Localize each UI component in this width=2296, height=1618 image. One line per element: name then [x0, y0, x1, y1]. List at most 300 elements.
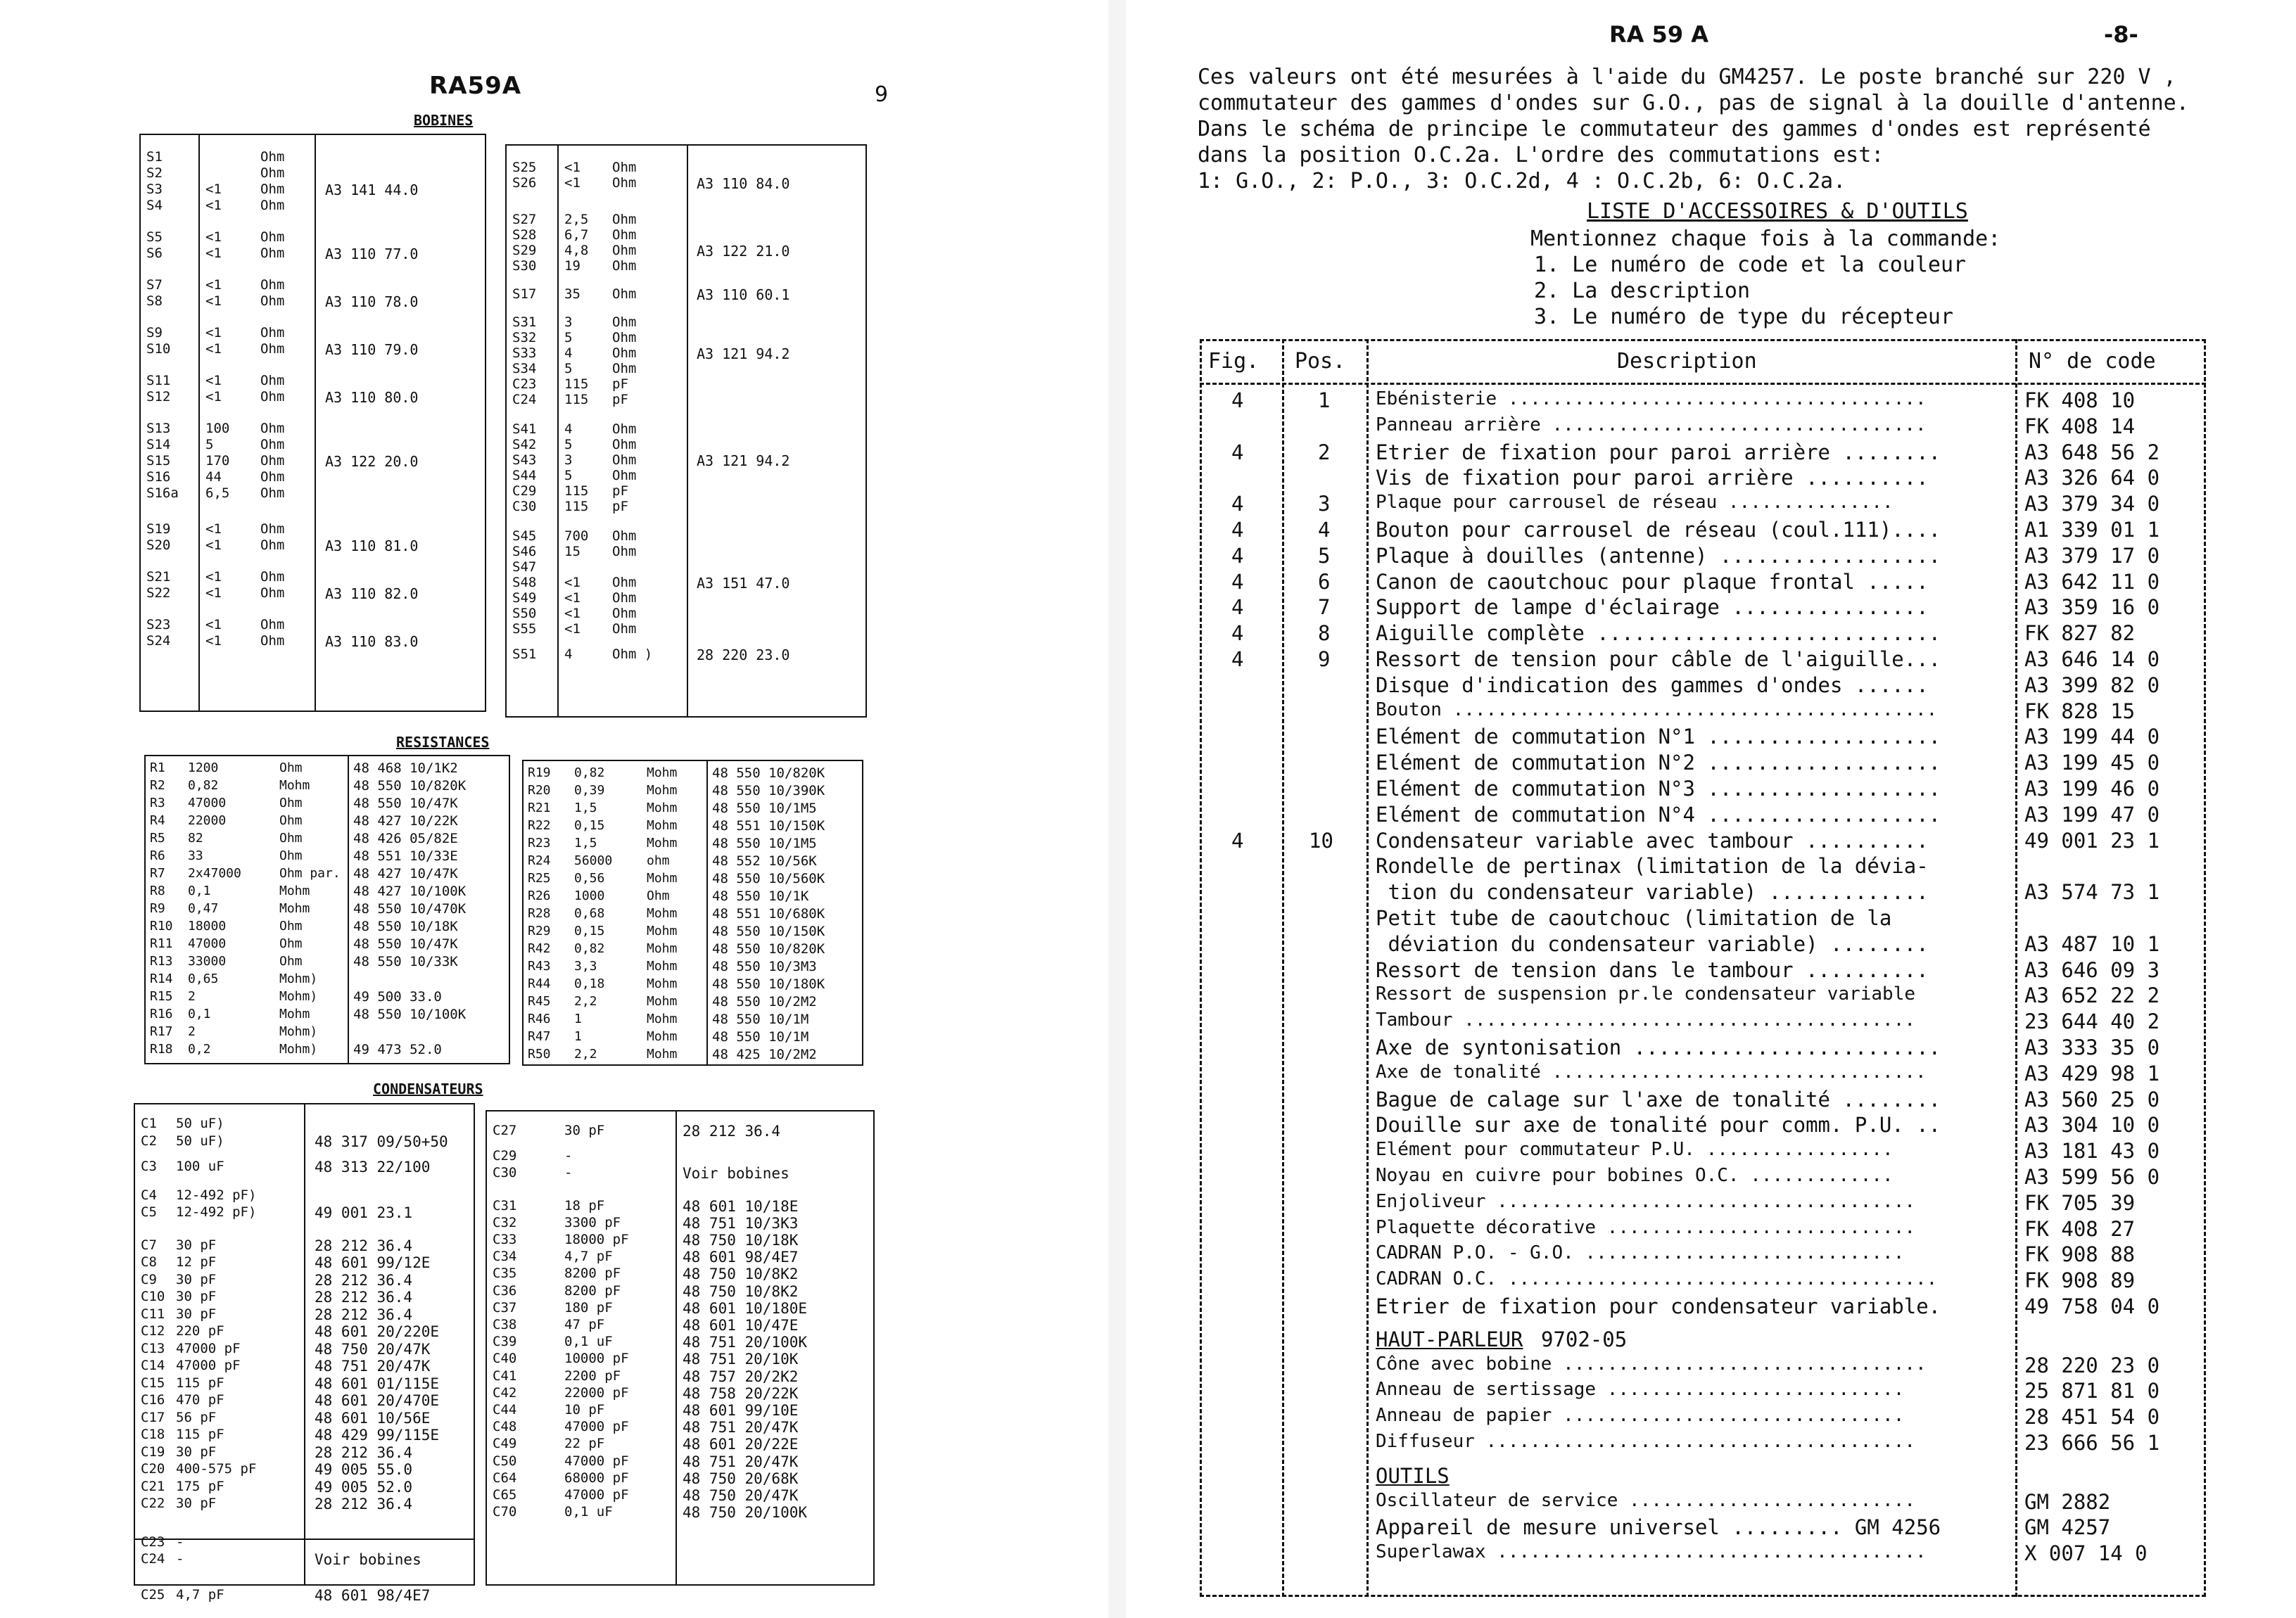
description-cell: Elément de commutation N°2 ...................	[1376, 751, 1941, 775]
component-label: C31	[493, 1197, 517, 1214]
component-unit: pF	[612, 376, 628, 392]
description-cell: Condensateur variable avec tambour ..........	[1376, 828, 1929, 853]
component-label: S16	[146, 469, 171, 485]
component-label: R23	[528, 836, 551, 851]
part-code: 48 601 20/220E	[315, 1323, 440, 1340]
component-label: R9	[150, 901, 165, 916]
component-unit: Ohm	[260, 437, 285, 452]
part-code: 48 550 10/820K	[353, 778, 467, 794]
pos-cell: 3	[1318, 492, 1331, 516]
pos-cell: 5	[1318, 543, 1331, 568]
component-value: <1	[205, 341, 222, 357]
description-cell: Anneau de sertissage ...........................	[1376, 1379, 1905, 1401]
component-label: S21	[146, 569, 171, 585]
part-code: A3 110 82.0	[325, 585, 419, 602]
component-value: <1	[205, 617, 222, 632]
part-code: 48 601 10/56E	[315, 1409, 431, 1427]
component-unit: Ohm	[279, 760, 303, 775]
component-unit: Ohm	[260, 521, 285, 537]
resistances-heading: RESISTANCES	[396, 734, 490, 751]
fig-cell: 4	[1231, 621, 1244, 646]
component-value: 100 uF	[176, 1159, 224, 1174]
code-cell: A3 304 10 0	[2024, 1113, 2160, 1138]
component-label: R8	[150, 884, 165, 898]
part-code: 48 550 10/47K	[353, 796, 458, 811]
part-code: 48 751 20/47K	[683, 1453, 799, 1470]
table-row	[1200, 492, 2206, 518]
fig-cell: 4	[1231, 828, 1244, 853]
part-code: 49 005 55.0	[315, 1461, 413, 1478]
component-label: R25	[528, 871, 551, 886]
component-label: S3	[146, 181, 163, 197]
component-value: 115 pF	[176, 1427, 224, 1442]
part-code: 48 550 10/390K	[712, 783, 825, 798]
table-row	[1200, 932, 2206, 958]
table-row	[1200, 1165, 2206, 1191]
table-row	[1200, 595, 2206, 621]
component-label: R42	[528, 941, 551, 956]
component-unit: Mohm	[647, 1012, 678, 1026]
description-cell: Plaque à douilles (antenne) ..................	[1376, 543, 1941, 568]
instruction-line: Mentionnez chaque fois à la commande:	[1530, 227, 2001, 251]
component-label: C29	[512, 483, 537, 499]
table-row	[1200, 388, 2206, 414]
component-unit: Ohm	[612, 227, 637, 243]
description-cell: Tambour .........................................	[1376, 1009, 1916, 1031]
component-label: R20	[528, 783, 551, 798]
component-value: <1	[205, 569, 222, 585]
part-code: A3 110 60.1	[697, 286, 790, 303]
description-cell: Petit tube de caoutchouc (limitation de la	[1376, 906, 1892, 930]
intro-line: 1: G.O., 2: P.O., 3: O.C.2d, 4 : O.C.2b, 6: O.C.2a.	[1198, 169, 1846, 193]
part-code: 48 758 20/22K	[683, 1384, 799, 1402]
component-unit: Ohm	[260, 617, 285, 632]
component-label: S29	[512, 243, 537, 258]
description-cell: Ressort de tension dans le tambour ..........	[1376, 957, 1929, 982]
component-value: 6,7	[564, 227, 589, 243]
part-code: 48 751 20/100K	[683, 1334, 808, 1351]
component-label: S33	[512, 345, 537, 361]
component-value: 33000	[188, 954, 227, 969]
part-code: 48 550 10/47K	[353, 936, 458, 952]
component-value: 5	[564, 330, 573, 345]
table-row	[1200, 570, 2206, 596]
component-value: 1200	[188, 760, 219, 775]
table-row	[1200, 906, 2206, 932]
part-code: 48 427 10/22K	[353, 813, 458, 829]
pos-cell: 4	[1318, 518, 1331, 542]
table-row	[1200, 1036, 2206, 1062]
component-unit: Ohm )	[612, 646, 653, 662]
instruction-line: 3. Le numéro de type du récepteur	[1534, 305, 1954, 329]
description-cell: tion du condensateur variable) .............	[1376, 880, 1929, 905]
component-value: -	[564, 1165, 573, 1181]
part-code: A3 121 94.2	[697, 345, 790, 362]
component-value: 1	[574, 1012, 582, 1026]
component-label: S8	[146, 293, 163, 309]
description-cell: Bouton pour carrousel de réseau (coul.111)....	[1376, 518, 1941, 542]
component-label: S28	[512, 227, 537, 243]
table-row	[1200, 854, 2206, 880]
right-page-number: -8-	[2104, 21, 2138, 48]
description-cell: Superlawax .......................................	[1376, 1541, 1927, 1563]
pos-cell: 6	[1318, 569, 1331, 594]
component-label: S25	[512, 160, 537, 175]
part-code: 48 601 01/115E	[315, 1375, 440, 1392]
fig-cell: 4	[1231, 569, 1244, 594]
component-label: S16a	[146, 485, 179, 501]
component-value: 50 uF)	[176, 1133, 224, 1149]
component-value: 2	[188, 1024, 196, 1039]
description-cell: Vis de fixation pour paroi arrière ..........	[1376, 466, 1929, 490]
part-code: 48 550 10/820K	[712, 765, 825, 781]
table-row	[1200, 440, 2206, 466]
part-code: 49 005 52.0	[315, 1478, 413, 1496]
component-label: S9	[146, 325, 163, 340]
component-value: 170	[205, 453, 230, 469]
description-cell: Plaquette décorative ............................	[1376, 1216, 1916, 1238]
part-code: A3 110 83.0	[325, 633, 419, 650]
component-label: S42	[512, 437, 537, 452]
part-code: 48 550 10/2M2	[712, 994, 817, 1009]
resistances-right-table	[522, 760, 863, 1066]
part-code: 48 427 10/100K	[353, 884, 467, 899]
component-unit: Ohm	[260, 198, 285, 213]
component-label: S22	[146, 585, 171, 601]
component-label: R10	[150, 919, 173, 934]
table-row	[1200, 1515, 2206, 1541]
component-unit: Mohm	[647, 976, 678, 991]
part-code: 48 429 99/115E	[315, 1427, 440, 1444]
component-label: R43	[528, 959, 551, 974]
component-label: S46	[512, 544, 537, 559]
component-unit: Ohm	[612, 160, 637, 175]
component-value: 2	[188, 989, 196, 1004]
component-unit: Ohm	[260, 569, 285, 585]
component-label: C11	[141, 1306, 165, 1322]
component-unit: ohm	[647, 853, 670, 868]
component-unit: Ohm	[260, 485, 285, 501]
component-label: S50	[512, 606, 537, 621]
fig-cell: 4	[1231, 492, 1244, 516]
component-value: 0,82	[574, 765, 605, 780]
pos-cell: 2	[1318, 440, 1331, 464]
description-cell: Douille sur axe de tonalité pour comm. P.U. ..	[1376, 1113, 1941, 1138]
component-unit: Ohm	[612, 361, 637, 376]
component-unit: Ohm	[279, 919, 303, 934]
component-label: S47	[512, 559, 537, 575]
part-code: 48 550 10/560K	[712, 871, 825, 886]
component-label: C34	[493, 1249, 517, 1265]
code-cell: A3 379 17 0	[2024, 543, 2160, 568]
component-value: 4,7 pF	[564, 1249, 613, 1265]
component-value: <1	[564, 575, 581, 590]
component-unit: Mohm	[279, 884, 310, 898]
component-value: 115	[564, 483, 589, 499]
component-value: 18000	[188, 919, 227, 934]
component-value: 30 pF	[176, 1306, 217, 1322]
component-label: R29	[528, 924, 551, 938]
component-value: 0,82	[574, 941, 605, 956]
component-value: 35	[564, 286, 581, 302]
intro-line: Dans le schéma de principe le commutateur des gammes d'ondes est représenté	[1198, 117, 2151, 141]
part-code: A3 110 77.0	[325, 246, 419, 262]
component-label: S44	[512, 468, 537, 483]
component-label: R13	[150, 954, 173, 969]
part-code: 48 751 20/47K	[683, 1419, 799, 1437]
part-code: 49 500 33.0	[353, 989, 442, 1005]
component-unit: Ohm	[612, 286, 637, 302]
bobines-heading: BOBINES	[414, 112, 474, 129]
table-row	[1200, 544, 2206, 570]
part-code: 48 757 20/2K2	[683, 1368, 799, 1385]
component-unit: Ohm	[612, 243, 637, 258]
code-cell: 49 758 04 0	[2024, 1294, 2160, 1318]
component-value: 22 pF	[564, 1436, 605, 1452]
component-value: -	[564, 1148, 573, 1164]
part-code: 48 751 10/3K3	[683, 1214, 799, 1232]
component-value: 18 pF	[564, 1197, 605, 1214]
component-label: R47	[528, 1029, 551, 1044]
component-label: S27	[512, 212, 537, 227]
haut-parleur-heading: HAUT-PARLEUR	[1376, 1327, 1523, 1351]
code-cell: 25 871 81 0	[2024, 1379, 2160, 1403]
part-code: 48 550 10/33K	[353, 954, 458, 969]
description-cell: Diffuseur .......................................	[1376, 1431, 1916, 1452]
resistances-left-table	[144, 755, 510, 1064]
component-label: S11	[146, 373, 171, 388]
component-value: <1	[564, 621, 581, 637]
component-value: 47000	[188, 796, 227, 810]
code-cell: A3 326 64 0	[2024, 466, 2160, 490]
component-unit: Ohm	[612, 590, 637, 606]
component-value: 47 pF	[564, 1317, 605, 1332]
component-unit: Mohm	[647, 783, 678, 798]
part-code: 28 212 36.4	[315, 1496, 413, 1512]
component-value: 47000 pF	[564, 1419, 629, 1435]
component-value: 3,3	[574, 959, 597, 974]
component-value: 2x47000	[188, 866, 241, 881]
part-code: 48 601 20/470E	[315, 1392, 440, 1409]
component-label: R4	[150, 813, 165, 828]
part-code: 48 550 10/470K	[353, 901, 467, 917]
component-label: C18	[141, 1427, 165, 1442]
component-label: R21	[528, 801, 551, 815]
component-label: R28	[528, 906, 551, 921]
component-unit: Ohm	[260, 149, 285, 165]
component-label: C42	[493, 1384, 517, 1401]
component-label: C41	[493, 1368, 517, 1384]
pos-cell: 1	[1318, 388, 1331, 412]
component-label: S5	[146, 229, 163, 245]
component-label: R19	[528, 765, 551, 780]
component-label: S1	[146, 149, 163, 165]
component-unit: Ohm	[260, 421, 285, 436]
component-value: 47000 pF	[564, 1487, 629, 1503]
part-code: 48 601 20/22E	[683, 1436, 799, 1453]
part-code: A3 110 78.0	[325, 293, 419, 310]
component-value: 5	[205, 437, 214, 452]
component-value: 0,68	[574, 906, 605, 921]
component-value: 30 pF	[176, 1271, 217, 1287]
fig-cell: 4	[1231, 647, 1244, 671]
component-label: C64	[493, 1470, 517, 1486]
component-value: 12-492 pF)	[176, 1204, 257, 1220]
part-code: 48 313 22/100	[315, 1159, 431, 1176]
code-cell: FK 908 88	[2024, 1242, 2136, 1267]
description-cell: Oscillateur de service ..........................	[1376, 1489, 1916, 1511]
component-unit: Ohm	[260, 341, 285, 357]
fig-cell: 4	[1231, 543, 1244, 568]
code-cell: A3 199 47 0	[2024, 802, 2160, 827]
col-header-description: Description	[1617, 349, 1757, 374]
table-row	[1200, 621, 2206, 647]
component-unit: Ohm	[612, 621, 637, 637]
component-label: C23	[512, 376, 537, 392]
outils-heading-row	[1200, 1464, 2206, 1490]
pos-cell: 8	[1318, 621, 1331, 646]
table-row	[1200, 466, 2206, 492]
description-cell: Rondelle de pertinax (limitation de la dévia-	[1376, 854, 1929, 879]
component-value: 30 pF	[176, 1289, 217, 1304]
component-value: 220 pF	[176, 1323, 224, 1339]
code-cell: FK 408 27	[2024, 1216, 2136, 1241]
table-row	[1200, 958, 2206, 984]
component-unit: Mohm	[647, 941, 678, 956]
component-label: C49	[493, 1436, 517, 1452]
component-label: C1	[141, 1116, 157, 1131]
condensateurs-left-table	[134, 1103, 475, 1604]
component-label: R1	[150, 760, 165, 775]
code-cell: 28 220 23 0	[2024, 1353, 2160, 1377]
component-label: R45	[528, 994, 551, 1009]
component-label: S13	[146, 421, 171, 436]
component-value: <1	[205, 521, 222, 537]
code-cell: A3 379 34 0	[2024, 492, 2160, 516]
fig-cell: 4	[1231, 388, 1244, 412]
table-row	[1200, 751, 2206, 777]
description-cell: Ressort de tension pour câble de l'aiguille...	[1376, 647, 1941, 671]
right-page-header-title: RA 59 A	[1609, 21, 1708, 48]
component-label: C19	[141, 1444, 165, 1460]
component-unit: Ohm par.	[279, 866, 341, 881]
component-value: 47000 pF	[564, 1453, 629, 1469]
component-value: 175 pF	[176, 1478, 224, 1494]
code-cell: GM 2882	[2024, 1489, 2111, 1514]
component-label: S49	[512, 590, 537, 606]
component-unit: Ohm	[647, 888, 670, 903]
component-value: 100	[205, 421, 230, 436]
component-unit: Ohm	[260, 246, 285, 261]
component-label: S30	[512, 258, 537, 274]
component-value: <1	[205, 537, 222, 553]
table-row	[1200, 1139, 2206, 1165]
component-label: C2	[141, 1133, 157, 1149]
component-value: 115 pF	[176, 1375, 224, 1391]
part-code: 48 601 10/18E	[683, 1197, 799, 1215]
component-value: 8200 pF	[564, 1282, 621, 1299]
component-value: 5	[564, 468, 573, 483]
component-unit: pF	[612, 483, 628, 499]
component-value: 47000	[188, 936, 227, 951]
component-label: S26	[512, 175, 537, 191]
component-unit: Ohm	[260, 293, 285, 309]
component-label: R46	[528, 1012, 551, 1026]
component-value: 18000 pF	[564, 1232, 629, 1247]
description-cell: Canon de caoutchouc pour plaque frontal .....	[1376, 569, 1929, 594]
component-value: 0,1 uF	[564, 1504, 613, 1520]
component-value: -	[176, 1534, 184, 1550]
component-label: R11	[150, 936, 173, 951]
component-label: C12	[141, 1323, 165, 1339]
code-cell: A3 560 25 0	[2024, 1087, 2160, 1111]
description-cell: Cône avec bobine .................................	[1376, 1353, 1927, 1375]
component-unit: Ohm	[260, 373, 285, 388]
component-value: 180 pF	[564, 1299, 613, 1316]
component-unit: Ohm	[612, 175, 637, 191]
component-value: 22000 pF	[564, 1384, 629, 1401]
component-unit: Ohm	[279, 954, 303, 969]
code-cell: A3 599 56 0	[2024, 1165, 2160, 1189]
description-cell: Etrier de fixation pour paroi arrière ........	[1376, 440, 1941, 464]
component-label: C32	[493, 1214, 517, 1230]
table-row	[1200, 1294, 2206, 1320]
description-cell: Enjoliveur ......................................	[1376, 1190, 1916, 1212]
component-value: 30 pF	[176, 1444, 217, 1460]
component-label: C30	[493, 1165, 517, 1181]
table-row	[1200, 1431, 2206, 1457]
component-label: S15	[146, 453, 171, 469]
component-label: C10	[141, 1289, 165, 1304]
part-code: 48 601 98/4E7	[315, 1586, 431, 1604]
part-code: 28 212 36.4	[315, 1237, 413, 1254]
component-label: S10	[146, 341, 171, 357]
component-label: R24	[528, 853, 551, 868]
code-cell: 23 644 40 2	[2024, 1009, 2160, 1034]
part-code: 48 550 10/18K	[353, 919, 458, 934]
part-code: 48 750 20/47K	[683, 1487, 799, 1504]
component-label: S31	[512, 314, 537, 330]
part-code: A3 122 20.0	[325, 453, 419, 470]
component-value: 68000 pF	[564, 1470, 629, 1486]
table-row	[1200, 777, 2206, 803]
component-unit: pF	[612, 392, 628, 407]
component-unit: pF	[612, 499, 628, 514]
component-unit: Mohm)	[279, 972, 318, 986]
part-code: 48 426 05/82E	[353, 831, 458, 846]
description-cell: Anneau de papier ...............................	[1376, 1405, 1905, 1427]
component-unit: Mohm	[647, 818, 678, 833]
code-cell: A3 181 43 0	[2024, 1139, 2160, 1164]
component-value: 1,5	[574, 836, 597, 851]
table-row	[1200, 1490, 2206, 1516]
component-value: 12 pF	[176, 1254, 217, 1270]
component-value: 3300 pF	[564, 1214, 621, 1230]
outils-heading: OUTILS	[1376, 1463, 1450, 1488]
part-code: 48 551 10/33E	[353, 848, 458, 864]
component-label: C16	[141, 1392, 165, 1408]
component-unit: Ohm	[260, 633, 285, 649]
part-code: 48 751 20/47K	[315, 1358, 431, 1375]
description-cell: Ebénisterie ......................................	[1376, 388, 1927, 409]
condensateurs-heading: CONDENSATEURS	[373, 1081, 483, 1097]
component-unit: Mohm	[647, 1029, 678, 1044]
part-code: 48 601 99/10E	[683, 1402, 799, 1419]
component-unit: Ohm	[260, 165, 285, 181]
component-unit: Mohm	[279, 1007, 310, 1021]
code-cell: GM 4257	[2024, 1515, 2111, 1540]
component-label: C35	[493, 1266, 517, 1282]
